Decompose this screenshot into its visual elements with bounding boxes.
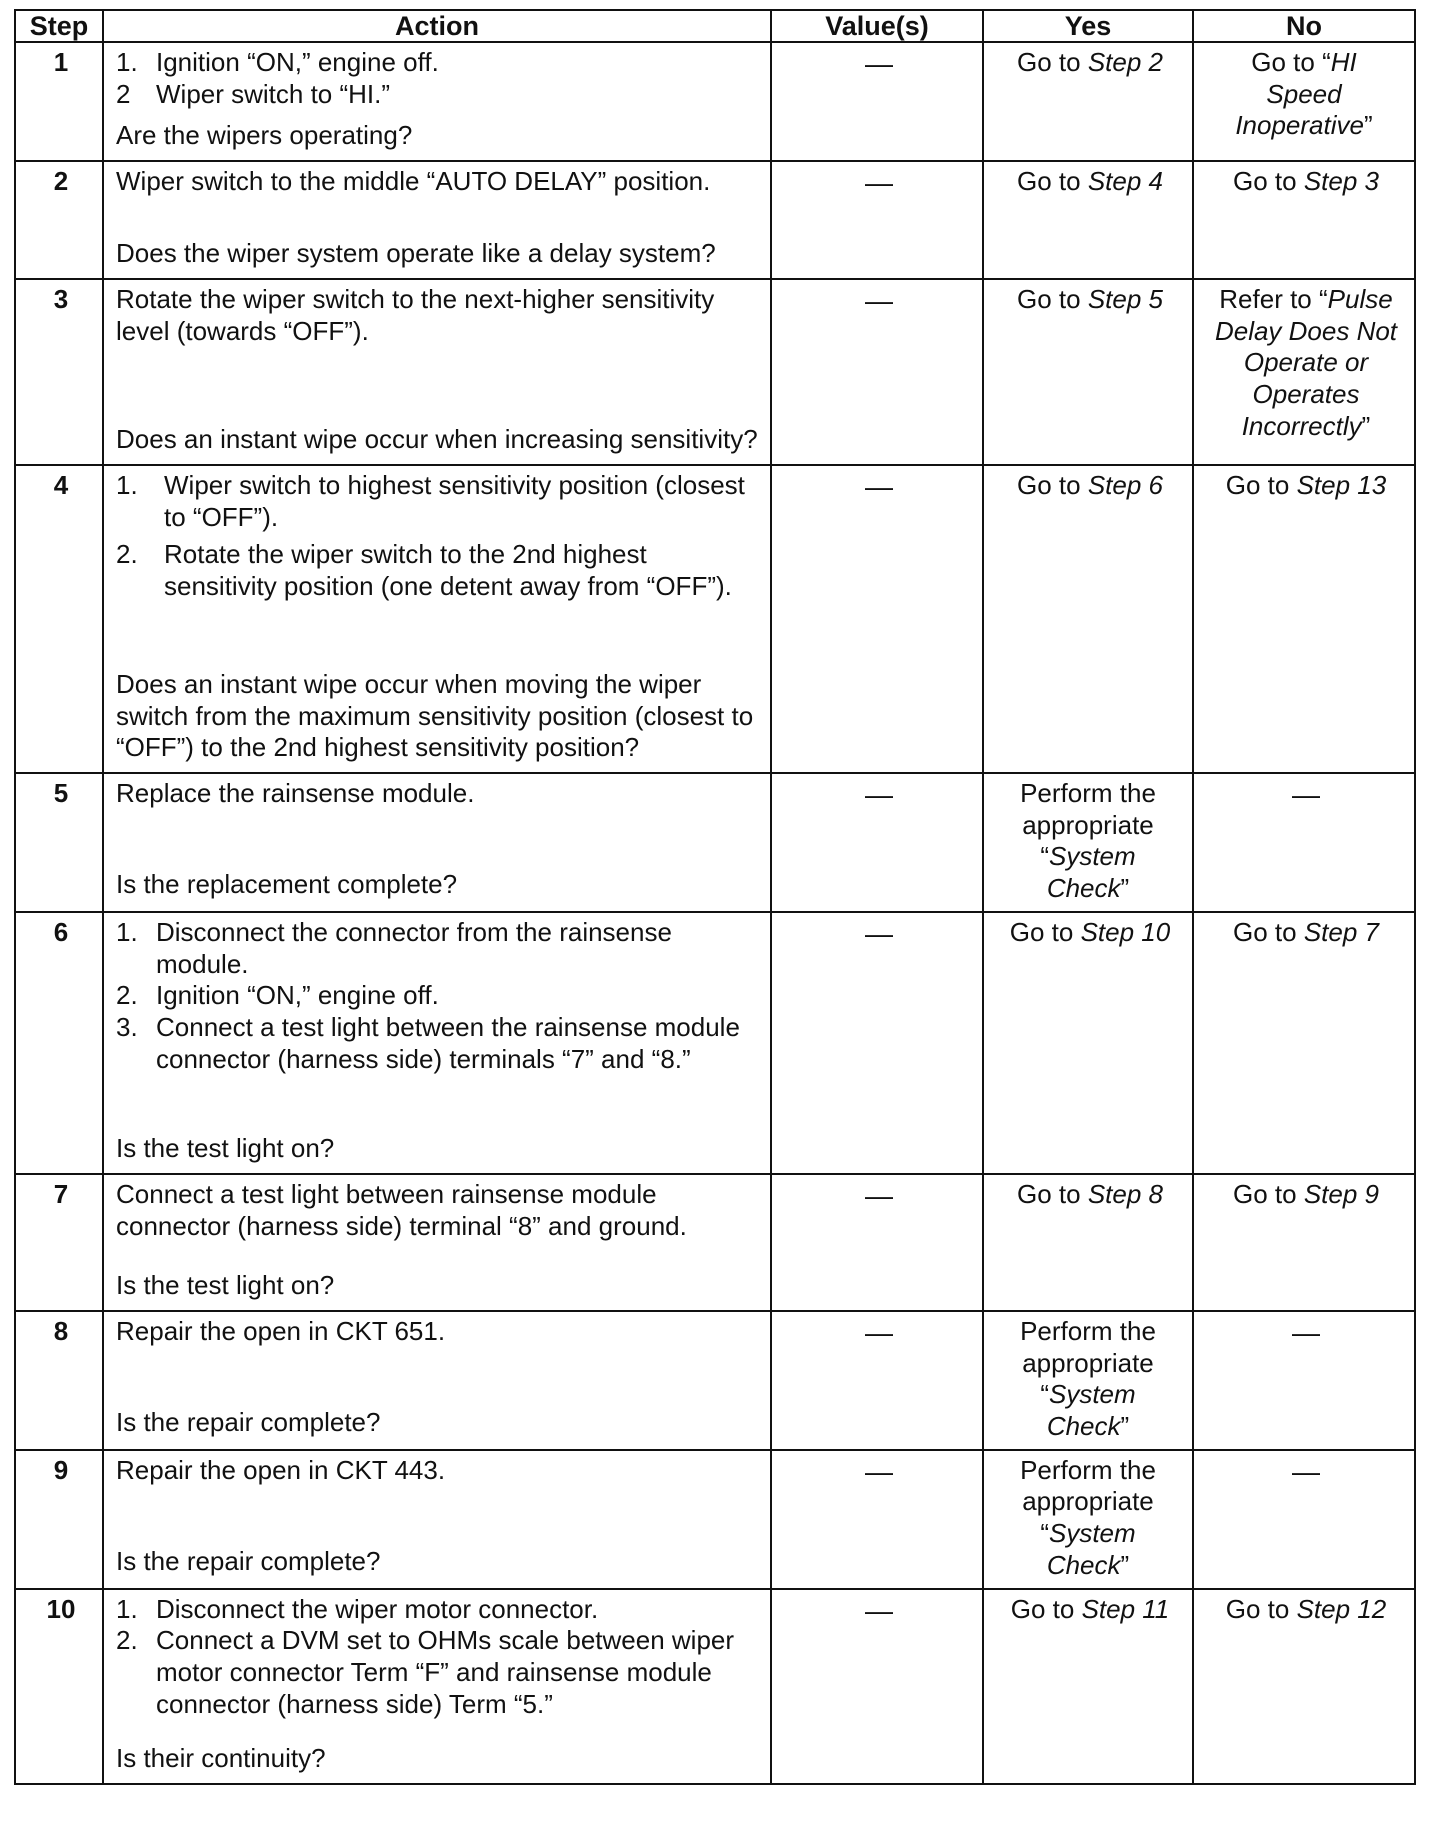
value-cell: — [771,42,983,161]
step-number: 8 [15,1311,103,1450]
table-row [15,42,1415,161]
action-cell [103,1589,771,1784]
yes-cell: Perform the appropriate “System Check” [983,773,1193,912]
table-row [15,465,1415,773]
step-number: 10 [15,1589,103,1784]
action-step: 2. Rotate the wiper switch to the 2nd highest sensitivity position (one detent away from “OFF”). [116,539,732,602]
action-steps [116,917,762,1076]
yes-cell: Go to Step 2 [983,42,1193,161]
action-cell [103,1311,771,1450]
no-cell: — [1193,1311,1415,1450]
step-number: 2 [15,161,103,279]
yes-cell: Go to Step 5 [983,279,1193,465]
action-steps [116,470,762,609]
action-step: 2. Connect a DVM set to OHMs scale between wiper motor connector Term “F” and rainsense module connector (harness side) Term “5.” [116,1625,735,1719]
no-cell: — [1193,1450,1415,1589]
action-steps [116,47,762,110]
step-number: 7 [15,1174,103,1311]
action-question: Is the repair complete? [116,1407,381,1438]
yes-cell: Perform the appropriate “System Check” [983,1450,1193,1589]
step-number: 4 [15,465,103,773]
action-step: 2 Wiper switch to “HI.” [116,78,391,109]
no-cell: Go to Step 3 [1193,161,1415,279]
action-cell [103,161,771,279]
action-question: Does the wiper system operate like a delay system? [116,238,716,269]
action-steps [116,1594,762,1721]
action-step: 2. Ignition “ON,” engine off. [116,980,439,1011]
action-text: Repair the open in CKT 651. [116,1315,446,1346]
step-number: 3 [15,279,103,465]
action-cell [103,912,771,1174]
step-number: 5 [15,773,103,912]
table-row [15,773,1415,912]
action-cell [103,42,771,161]
value-cell: — [771,1174,983,1311]
action-question: Is the test light on? [116,1270,335,1301]
table-row [15,161,1415,279]
value-cell: — [771,1589,983,1784]
action-step: 1. Wiper switch to highest sensitivity position (closest to “OFF”). [116,470,745,532]
yes-cell: Go to Step 8 [983,1174,1193,1311]
action-step: 1. Ignition “ON,” engine off. [116,47,439,77]
value-cell: — [771,161,983,279]
action-text: Replace the rainsense module. [116,778,475,808]
header-step: Step [15,10,103,42]
yes-cell: Go to Step 4 [983,161,1193,279]
no-cell: Go to Step 12 [1193,1589,1415,1784]
yes-cell: Go to Step 6 [983,465,1193,773]
action-cell [103,1174,771,1311]
action-question: Are the wipers operating? [116,120,413,151]
header-action: Action [103,10,771,42]
step-number: 1 [15,42,103,161]
action-step: 1. Disconnect the connector from the rainsense module. [116,916,672,979]
table-row [15,1450,1415,1589]
value-cell: — [771,1450,983,1589]
action-cell [103,465,771,773]
diagnostic-table [14,9,1416,1785]
value-cell: — [771,1311,983,1450]
action-question: Is their continuity? [116,1742,326,1773]
step-number: 6 [15,912,103,1174]
header-row [15,10,1415,42]
action-cell [103,279,771,465]
value-cell: — [771,279,983,465]
table-row [15,279,1415,465]
header-values: Value(s) [771,10,983,42]
yes-cell: Go to Step 10 [983,912,1193,1174]
no-cell: Go to “HI Speed Inoperative” [1193,42,1415,161]
action-text: Connect a test light between rainsense module connector (harness side) terminal “8” and ground. [116,1178,687,1241]
header-yes: Yes [983,10,1193,42]
table-row [15,1589,1415,1784]
action-step: 3. Connect a test light between the rainsense module connector (harness side) terminals “7” and “8.” [116,1012,740,1074]
no-cell: Go to Step 9 [1193,1174,1415,1311]
action-cell [103,1450,771,1589]
action-cell [103,773,771,912]
no-cell: — [1193,773,1415,912]
step-number: 9 [15,1450,103,1589]
action-question: Is the test light on? [116,1133,335,1164]
action-text: Rotate the wiper switch to the next-higher sensitivity level (towards “OFF”). [116,284,715,346]
value-cell: — [771,912,983,1174]
action-question: Does an instant wipe occur when moving the wiper switch from the maximum sensitivity position (closest to “OFF”) to the 2nd highest sensitivity position? [116,668,754,763]
table-row [15,1311,1415,1450]
action-text: Repair the open in CKT 443. [116,1454,446,1485]
table-row [15,912,1415,1174]
no-cell: Refer to “Pulse Delay Does Not Operate or Operates Incorrectly” [1193,279,1415,465]
action-text: Wiper switch to the middle “AUTO DELAY” position. [116,166,711,196]
yes-cell: Go to Step 11 [983,1589,1193,1784]
yes-cell: Perform the appropriate “System Check” [983,1311,1193,1450]
action-question: Is the replacement complete? [116,869,458,900]
value-cell: — [771,465,983,773]
action-question: Is the repair complete? [116,1546,381,1577]
action-question: Does an instant wipe occur when increasing sensitivity? [116,424,758,455]
table-row [15,1174,1415,1311]
no-cell: Go to Step 13 [1193,465,1415,773]
header-no: No [1193,10,1415,42]
action-step: 1. Disconnect the wiper motor connector. [116,1593,599,1624]
no-cell: Go to Step 7 [1193,912,1415,1174]
value-cell: — [771,773,983,912]
